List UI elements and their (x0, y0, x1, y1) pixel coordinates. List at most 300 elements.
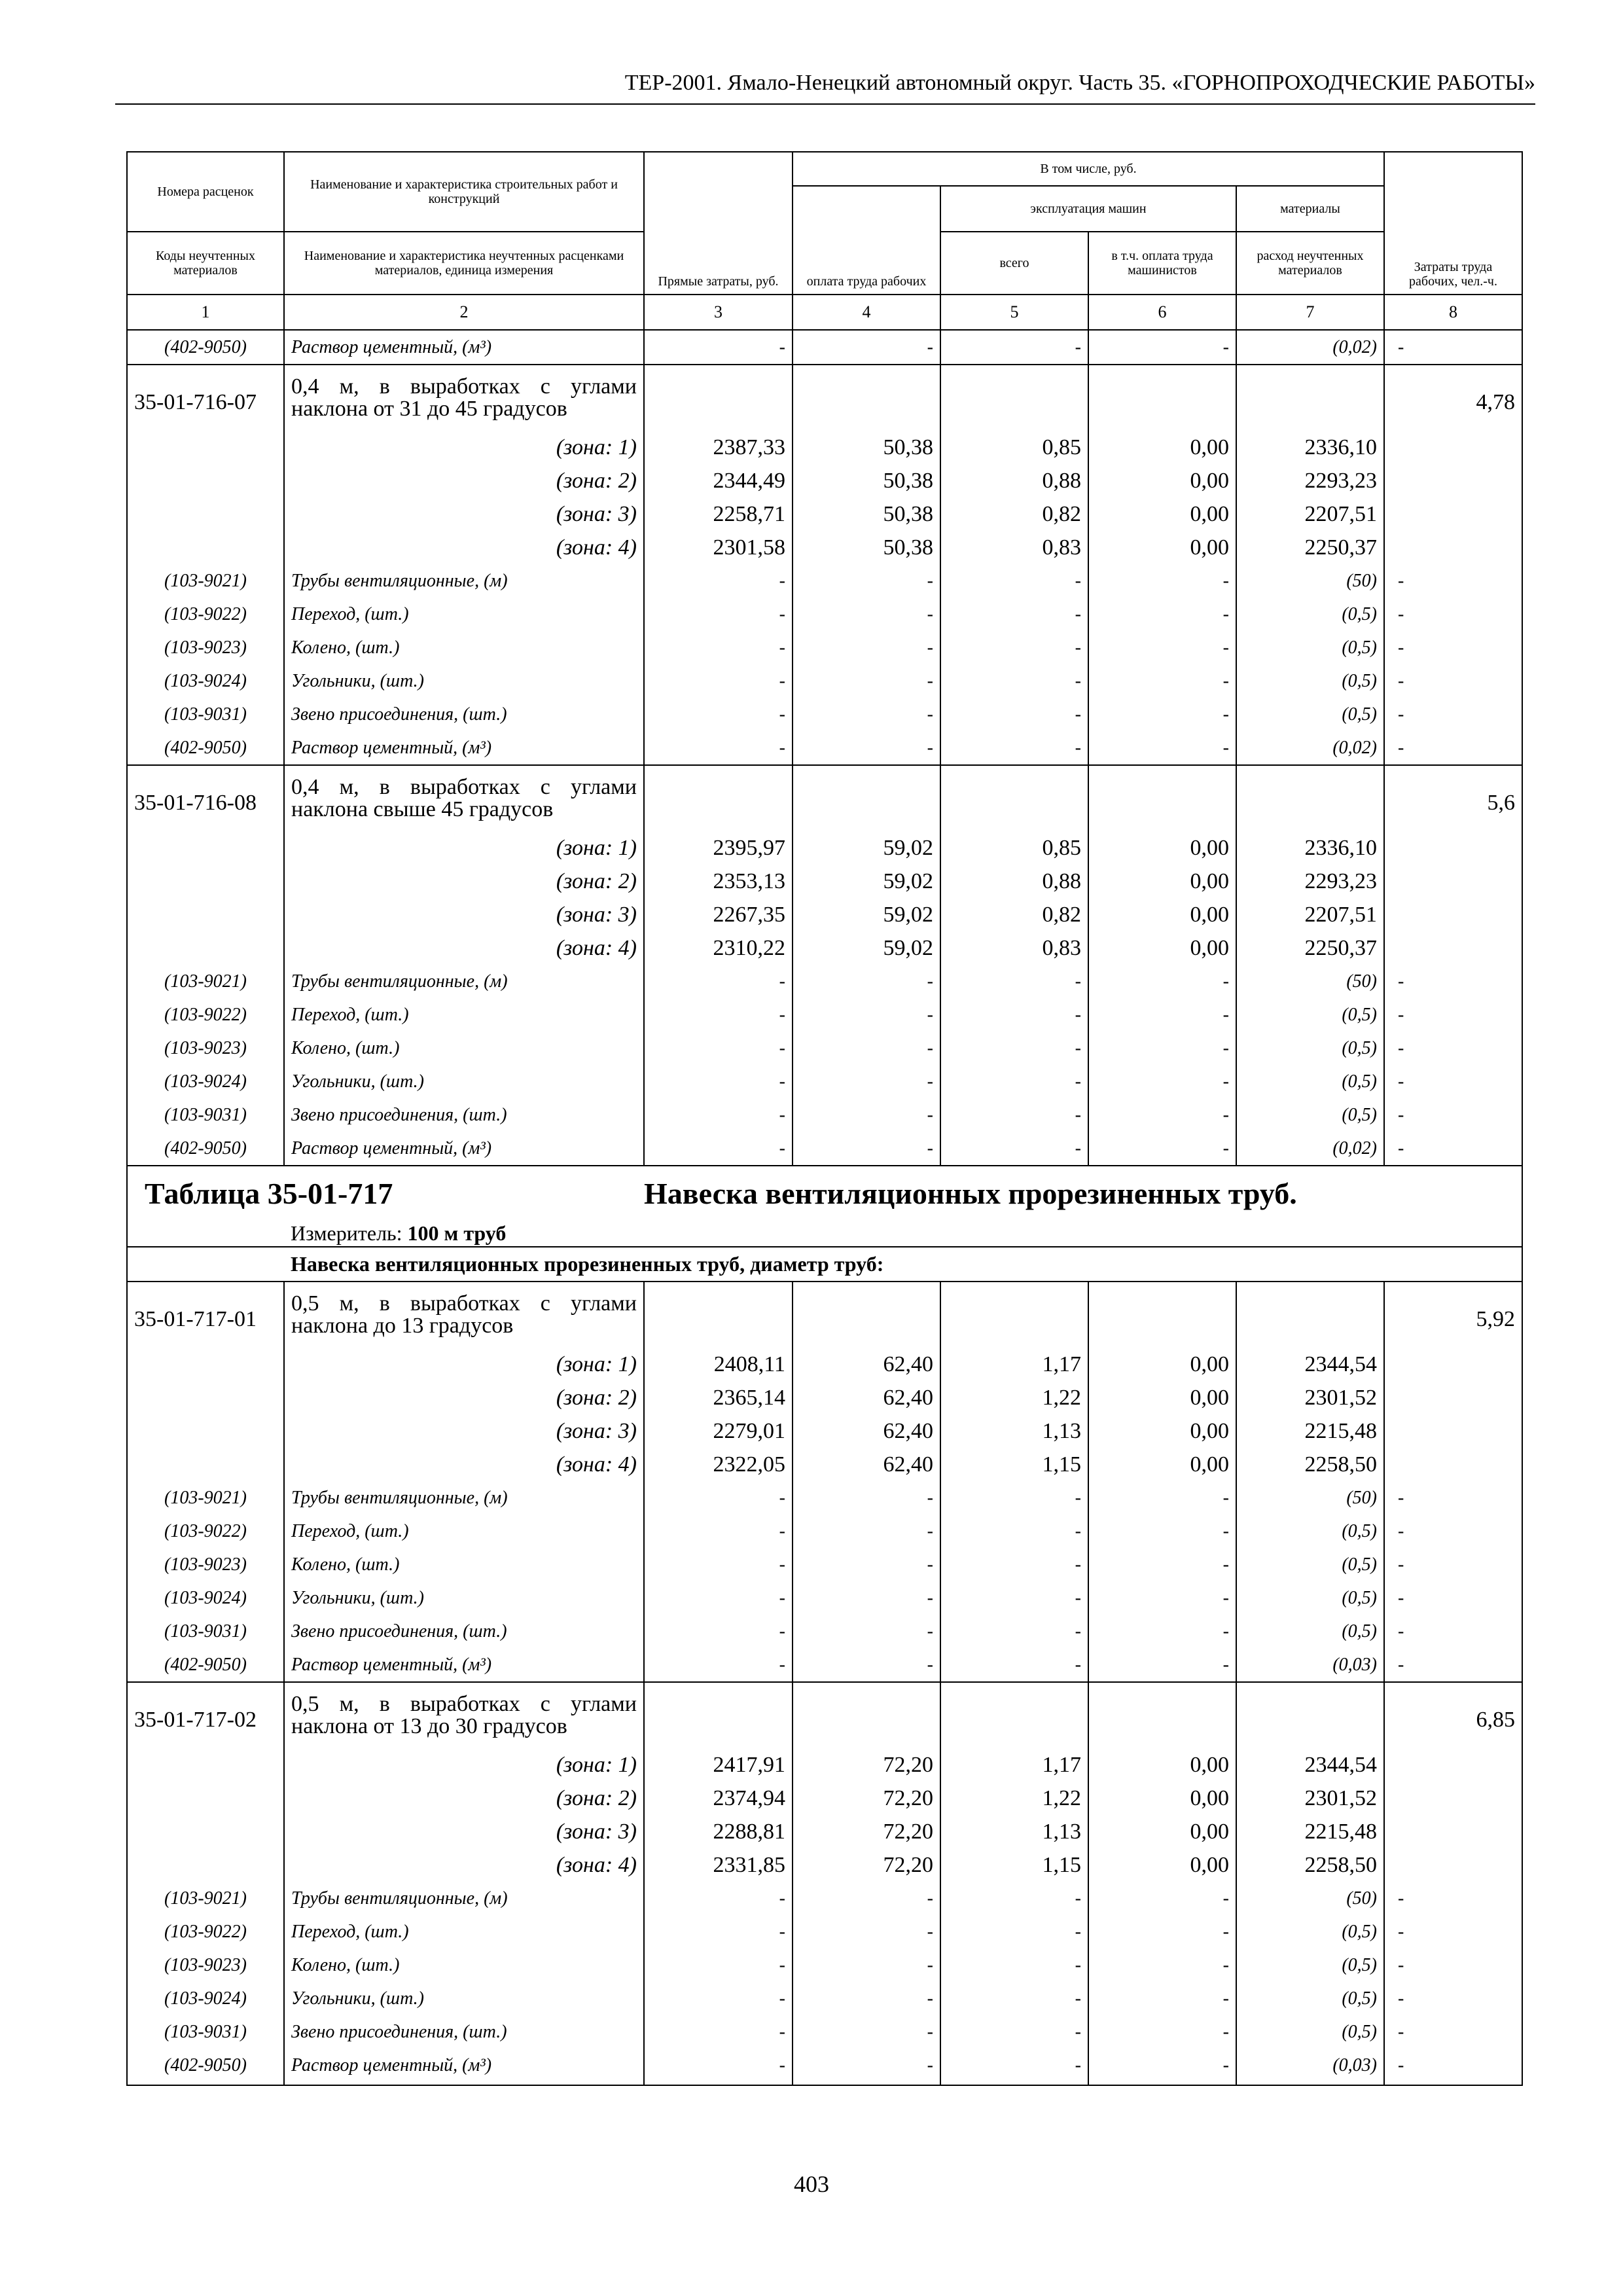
zone-row (127, 898, 1522, 931)
labor-cell: - (1384, 1031, 1522, 1065)
labor-cell: - (1384, 330, 1522, 365)
operator-pay: 0,00 (1088, 831, 1236, 865)
rate-title: 0,4 м, в выработках с углами наклона свыше 45 градусов (284, 765, 644, 831)
labor-cell: - (1384, 664, 1522, 698)
labor-cost: 4,78 (1384, 365, 1522, 431)
material-row (127, 598, 1522, 631)
th-direct-costs: Прямые затраты, руб. (644, 152, 793, 295)
material-qty: (0,5) (1236, 998, 1384, 1031)
machine-total: 0,82 (940, 898, 1088, 931)
machine-total: 1,13 (940, 1815, 1088, 1848)
zone-row (127, 1815, 1522, 1848)
material-name: Звено присоединения, (шт.) (284, 1615, 644, 1648)
direct-cost-cell: - (644, 330, 793, 365)
labor-cell: - (1384, 1982, 1522, 2015)
material-code: (103-9022) (127, 598, 284, 631)
machine-cell: - (940, 1132, 1088, 1166)
operator-pay: 0,00 (1088, 1815, 1236, 1848)
labor-cell: - (1384, 731, 1522, 765)
material-row (127, 664, 1522, 698)
col-number: 4 (793, 295, 940, 330)
worker-pay-cell: - (793, 1948, 940, 1982)
zone-row (127, 1381, 1522, 1414)
direct-cost-cell: - (644, 1948, 793, 1982)
material-qty: (0,02) (1236, 731, 1384, 765)
machine-cell: - (940, 998, 1088, 1031)
labor-cell: - (1384, 1915, 1522, 1948)
table-name: Навеска вентиляционных прорезиненных труб. (644, 1176, 1297, 1210)
worker-pay-cell: - (793, 1982, 940, 2015)
material-name: Угольники, (шт.) (284, 1982, 644, 2015)
zone-row (127, 1448, 1522, 1481)
zone-label: (зона: 3) (284, 1815, 644, 1848)
worker-pay-cell: - (793, 2049, 940, 2082)
zone-label: (зона: 1) (284, 431, 644, 464)
th-total: всего (940, 232, 1088, 295)
worker-pay: 50,38 (793, 431, 940, 464)
operator-cell: - (1088, 2049, 1236, 2082)
zone-label: (зона: 4) (284, 931, 644, 965)
measure-row (127, 1220, 1522, 1247)
worker-pay-cell: - (793, 998, 940, 1031)
material-code: (402-9050) (127, 2049, 284, 2082)
material-code: (103-9023) (127, 631, 284, 664)
material-qty: (0,5) (1236, 1615, 1384, 1648)
material-qty: (0,02) (1236, 330, 1384, 365)
zone-label: (зона: 2) (284, 1381, 644, 1414)
worker-pay-cell: - (793, 1882, 940, 1915)
worker-pay-cell: - (793, 598, 940, 631)
direct-cost-cell: - (644, 1481, 793, 1515)
direct-cost: 2395,97 (644, 831, 793, 865)
worker-pay-cell: - (793, 1515, 940, 1548)
machine-cell: - (940, 1982, 1088, 2015)
material-row (127, 564, 1522, 598)
machine-cell: - (940, 631, 1088, 664)
direct-cost: 2408,11 (644, 1348, 793, 1381)
operator-pay: 0,00 (1088, 1381, 1236, 1414)
direct-cost-cell: - (644, 1648, 793, 1682)
direct-cost-cell: - (644, 664, 793, 698)
material-cost: 2301,52 (1236, 1381, 1384, 1414)
zone-row (127, 865, 1522, 898)
zone-row (127, 1414, 1522, 1448)
operator-pay: 0,00 (1088, 431, 1236, 464)
operator-pay: 0,00 (1088, 531, 1236, 564)
material-code: (103-9021) (127, 1481, 284, 1515)
machine-cell: - (940, 564, 1088, 598)
material-qty: (0,5) (1236, 2015, 1384, 2049)
worker-pay: 72,20 (793, 1748, 940, 1782)
operator-cell: - (1088, 1481, 1236, 1515)
th-unaccounted-codes: Коды неучтенных материалов (127, 232, 284, 295)
worker-pay-cell: - (793, 1615, 940, 1648)
material-name: Переход, (шт.) (284, 598, 644, 631)
rate-title-row (127, 765, 1522, 831)
machine-cell: - (940, 1615, 1088, 1648)
material-row (127, 998, 1522, 1031)
material-cost: 2207,51 (1236, 497, 1384, 531)
operator-cell: - (1088, 698, 1236, 731)
material-cost: 2215,48 (1236, 1815, 1384, 1848)
col-number: 2 (284, 295, 644, 330)
material-cost: 2293,23 (1236, 464, 1384, 497)
worker-pay: 72,20 (793, 1782, 940, 1815)
direct-cost: 2353,13 (644, 865, 793, 898)
operator-cell: - (1088, 731, 1236, 765)
material-row (127, 1581, 1522, 1615)
direct-cost: 2322,05 (644, 1448, 793, 1481)
machine-cell: - (940, 664, 1088, 698)
machine-total: 0,83 (940, 531, 1088, 564)
machine-total: 0,83 (940, 931, 1088, 965)
material-cost: 2301,52 (1236, 1782, 1384, 1815)
material-row (127, 1065, 1522, 1098)
material-row (127, 2049, 1522, 2082)
material-qty: (50) (1236, 1481, 1384, 1515)
material-name: Угольники, (шт.) (284, 1581, 644, 1615)
zone-row (127, 1348, 1522, 1381)
material-cost: 2344,54 (1236, 1348, 1384, 1381)
worker-pay: 62,40 (793, 1348, 940, 1381)
rates-table (126, 151, 1523, 2086)
rate-title: 0,4 м, в выработках с углами наклона от 31 до 45 градусов (284, 365, 644, 431)
operator-pay: 0,00 (1088, 1782, 1236, 1815)
material-code: (103-9024) (127, 1581, 284, 1615)
labor-cost: 5,92 (1384, 1282, 1522, 1348)
machine-total: 0,82 (940, 497, 1088, 531)
direct-cost-cell: - (644, 2015, 793, 2049)
worker-pay: 62,40 (793, 1414, 940, 1448)
material-qty: (0,5) (1236, 698, 1384, 731)
material-qty: (0,5) (1236, 631, 1384, 664)
rate-title: 0,5 м, в выработках с углами наклона от 13 до 30 градусов (284, 1682, 644, 1748)
material-name: Переход, (шт.) (284, 998, 644, 1031)
th-rate-numbers: Номера расценок (127, 152, 284, 232)
direct-cost: 2331,85 (644, 1848, 793, 1882)
machine-cell: - (940, 1031, 1088, 1065)
direct-cost: 2417,91 (644, 1748, 793, 1782)
material-row (127, 1648, 1522, 1682)
operator-cell: - (1088, 330, 1236, 365)
labor-cell: - (1384, 2049, 1522, 2082)
zone-label: (зона: 2) (284, 865, 644, 898)
material-code: (402-9050) (127, 330, 284, 365)
direct-cost-cell: - (644, 1065, 793, 1098)
machine-cell: - (940, 1581, 1088, 1615)
direct-cost-cell: - (644, 598, 793, 631)
operator-cell: - (1088, 631, 1236, 664)
material-name: Колено, (шт.) (284, 631, 644, 664)
zone-label: (зона: 4) (284, 1448, 644, 1481)
operator-pay: 0,00 (1088, 1748, 1236, 1782)
machine-cell: - (940, 1648, 1088, 1682)
material-qty: (0,5) (1236, 1065, 1384, 1098)
material-code: (103-9031) (127, 1098, 284, 1132)
direct-cost-cell: - (644, 731, 793, 765)
material-cost: 2215,48 (1236, 1414, 1384, 1448)
material-name: Переход, (шт.) (284, 1515, 644, 1548)
operator-cell: - (1088, 2015, 1236, 2049)
labor-cost: 6,85 (1384, 1682, 1522, 1748)
material-row (127, 698, 1522, 731)
th-worker-pay: оплата труда рабочих (793, 186, 940, 295)
material-qty: (50) (1236, 564, 1384, 598)
material-row (127, 1098, 1522, 1132)
machine-cell: - (940, 1882, 1088, 1915)
machine-total: 1,15 (940, 1448, 1088, 1481)
worker-pay-cell: - (793, 664, 940, 698)
material-qty: (0,5) (1236, 1548, 1384, 1581)
direct-cost-cell: - (644, 1581, 793, 1615)
zone-row (127, 497, 1522, 531)
th-material-consumption: расход неучтенных материалов (1236, 232, 1384, 295)
zone-row (127, 831, 1522, 865)
material-cost: 2344,54 (1236, 1748, 1384, 1782)
subheading: Навеска вентиляционных прорезиненных труб, диаметр труб: (284, 1247, 1522, 1282)
operator-pay: 0,00 (1088, 1448, 1236, 1481)
page-number: 403 (794, 2171, 829, 2197)
material-name: Колено, (шт.) (284, 1031, 644, 1065)
worker-pay-cell: - (793, 1581, 940, 1615)
zone-label: (зона: 2) (284, 1782, 644, 1815)
labor-cell: - (1384, 631, 1522, 664)
material-cost: 2258,50 (1236, 1448, 1384, 1481)
operator-cell: - (1088, 1031, 1236, 1065)
direct-cost-cell: - (644, 564, 793, 598)
worker-pay-cell: - (793, 1031, 940, 1065)
table-label: Таблица 35-01-717 (145, 1176, 393, 1210)
material-code: (103-9023) (127, 1031, 284, 1065)
operator-cell: - (1088, 1982, 1236, 2015)
direct-cost-cell: - (644, 1915, 793, 1948)
material-code: (103-9024) (127, 1065, 284, 1098)
labor-cell: - (1384, 1098, 1522, 1132)
machine-cell: - (940, 1098, 1088, 1132)
rate-code: 35-01-717-02 (127, 1682, 284, 1748)
worker-pay: 50,38 (793, 497, 940, 531)
th-machine-operation: эксплуатация машин (940, 186, 1236, 232)
material-code: (103-9021) (127, 965, 284, 998)
material-name: Трубы вентиляционные, (м) (284, 1481, 644, 1515)
labor-cell: - (1384, 1581, 1522, 1615)
zone-label: (зона: 1) (284, 1748, 644, 1782)
direct-cost: 2288,81 (644, 1815, 793, 1848)
machine-cell: - (940, 2049, 1088, 2082)
material-code: (402-9050) (127, 1132, 284, 1166)
th-unaccounted-names: Наименование и характеристика неучтенных расценками материалов, единица измерения (284, 232, 644, 295)
material-cost: 2293,23 (1236, 865, 1384, 898)
direct-cost-cell: - (644, 965, 793, 998)
direct-cost: 2301,58 (644, 531, 793, 564)
material-code: (103-9022) (127, 998, 284, 1031)
material-code: (103-9023) (127, 1548, 284, 1581)
th-work-name: Наименование и характеристика строительных работ и конструкций (284, 152, 644, 232)
material-name: Раствор цементный, (м³) (284, 1132, 644, 1166)
worker-pay-cell: - (793, 1648, 940, 1682)
labor-cell: - (1384, 2015, 1522, 2049)
material-qty: (0,5) (1236, 1098, 1384, 1132)
labor-cell: - (1384, 1065, 1522, 1098)
direct-cost-cell: - (644, 1982, 793, 2015)
material-code: (103-9031) (127, 1615, 284, 1648)
operator-cell: - (1088, 664, 1236, 698)
material-qty: (50) (1236, 1882, 1384, 1915)
direct-cost: 2374,94 (644, 1782, 793, 1815)
direct-cost: 2365,14 (644, 1381, 793, 1414)
material-row (127, 1882, 1522, 1915)
zone-label: (зона: 1) (284, 1348, 644, 1381)
material-qty: (0,5) (1236, 598, 1384, 631)
worker-pay: 59,02 (793, 931, 940, 965)
zone-label: (зона: 3) (284, 1414, 644, 1448)
machine-total: 0,85 (940, 831, 1088, 865)
material-name: Звено присоединения, (шт.) (284, 698, 644, 731)
worker-pay-cell: - (793, 731, 940, 765)
direct-cost-cell: - (644, 1548, 793, 1581)
material-name: Трубы вентиляционные, (м) (284, 965, 644, 998)
labor-cell: - (1384, 998, 1522, 1031)
material-code: (103-9024) (127, 664, 284, 698)
operator-pay: 0,00 (1088, 1848, 1236, 1882)
zone-label: (зона: 3) (284, 898, 644, 931)
direct-cost: 2387,33 (644, 431, 793, 464)
header-rule (115, 103, 1535, 105)
rate-code: 35-01-716-07 (127, 365, 284, 431)
machine-total: 1,17 (940, 1748, 1088, 1782)
direct-cost-cell: - (644, 1515, 793, 1548)
col-number: 8 (1384, 295, 1522, 330)
material-row (127, 1515, 1522, 1548)
machine-cell: - (940, 330, 1088, 365)
labor-cell: - (1384, 698, 1522, 731)
rate-title-row (127, 365, 1522, 431)
subheading-row (127, 1247, 1522, 1282)
machine-total: 1,15 (940, 1848, 1088, 1882)
direct-cost-cell: - (644, 998, 793, 1031)
machine-cell: - (940, 731, 1088, 765)
zone-row (127, 1748, 1522, 1782)
operator-cell: - (1088, 1915, 1236, 1948)
operator-cell: - (1088, 1581, 1236, 1615)
material-name: Трубы вентиляционные, (м) (284, 564, 644, 598)
operator-pay: 0,00 (1088, 1414, 1236, 1448)
material-name: Раствор цементный, (м³) (284, 731, 644, 765)
direct-cost-cell: - (644, 1031, 793, 1065)
material-code: (103-9022) (127, 1515, 284, 1548)
material-name: Угольники, (шт.) (284, 664, 644, 698)
material-name: Угольники, (шт.) (284, 1065, 644, 1098)
machine-total: 0,85 (940, 431, 1088, 464)
material-qty: (0,5) (1236, 1982, 1384, 2015)
operator-pay: 0,00 (1088, 497, 1236, 531)
rate-code: 35-01-717-01 (127, 1282, 284, 1348)
material-qty: (0,02) (1236, 1132, 1384, 1166)
labor-cell: - (1384, 965, 1522, 998)
labor-cell: - (1384, 564, 1522, 598)
running-header: ТЕР-2001. Ямало-Ненецкий автономный округ. Часть 35. «ГОРНОПРОХОДЧЕСКИЕ РАБОТЫ» (624, 71, 1535, 95)
material-qty: (0,5) (1236, 1515, 1384, 1548)
material-qty: (50) (1236, 965, 1384, 998)
rate-code: 35-01-716-08 (127, 765, 284, 831)
worker-pay-cell: - (793, 1548, 940, 1581)
rate-title-row (127, 1682, 1522, 1748)
rate-blocks-717 (127, 1282, 1522, 2082)
material-row (127, 1948, 1522, 1982)
operator-cell: - (1088, 1515, 1236, 1548)
labor-cell: - (1384, 1515, 1522, 1548)
material-code: (103-9023) (127, 1948, 284, 1982)
material-name: Раствор цементный, (м³) (284, 330, 644, 365)
direct-cost-cell: - (644, 1132, 793, 1166)
direct-cost-cell: - (644, 1098, 793, 1132)
zone-row (127, 1848, 1522, 1882)
operator-cell: - (1088, 564, 1236, 598)
material-qty: (0,5) (1236, 1581, 1384, 1615)
material-row (127, 2015, 1522, 2049)
machine-cell: - (940, 1548, 1088, 1581)
direct-cost-cell: - (644, 698, 793, 731)
direct-cost-cell: - (644, 631, 793, 664)
material-code: (402-9050) (127, 731, 284, 765)
zone-label: (зона: 4) (284, 531, 644, 564)
material-code: (103-9021) (127, 564, 284, 598)
material-row (127, 1982, 1522, 2015)
machine-total: 1,13 (940, 1414, 1088, 1448)
material-row (127, 1132, 1522, 1166)
operator-cell: - (1088, 1065, 1236, 1098)
operator-cell: - (1088, 998, 1236, 1031)
material-qty: (0,03) (1236, 2049, 1384, 2082)
machine-cell: - (940, 1948, 1088, 1982)
material-cost: 2336,10 (1236, 431, 1384, 464)
material-cost: 2250,37 (1236, 531, 1384, 564)
labor-cell: - (1384, 1648, 1522, 1682)
material-qty: (0,5) (1236, 1031, 1384, 1065)
worker-pay-cell: - (793, 1915, 940, 1948)
col-number: 3 (644, 295, 793, 330)
worker-pay-cell: - (793, 1481, 940, 1515)
direct-cost: 2258,71 (644, 497, 793, 531)
worker-pay-cell: - (793, 564, 940, 598)
material-code: (103-9031) (127, 698, 284, 731)
labor-cell: - (1384, 1481, 1522, 1515)
material-row (127, 731, 1522, 765)
machine-cell: - (940, 965, 1088, 998)
labor-cell: - (1384, 1882, 1522, 1915)
zone-label: (зона: 3) (284, 497, 644, 531)
material-cost: 2336,10 (1236, 831, 1384, 865)
material-qty: (0,5) (1236, 1915, 1384, 1948)
worker-pay: 50,38 (793, 531, 940, 564)
worker-pay-cell: - (793, 965, 940, 998)
zone-row (127, 464, 1522, 497)
material-code: (402-9050) (127, 1648, 284, 1682)
direct-cost-cell: - (644, 1615, 793, 1648)
zone-label: (зона: 4) (284, 1848, 644, 1882)
material-row (127, 1031, 1522, 1065)
material-name: Переход, (шт.) (284, 1915, 644, 1948)
zone-label: (зона: 2) (284, 464, 644, 497)
worker-pay-cell: - (793, 698, 940, 731)
rate-title-row (127, 1282, 1522, 1348)
operator-cell: - (1088, 1548, 1236, 1581)
col-number: 5 (940, 295, 1088, 330)
worker-pay-cell: - (793, 2015, 940, 2049)
worker-pay-cell: - (793, 1098, 940, 1132)
worker-pay-cell: - (793, 330, 940, 365)
material-qty: (0,5) (1236, 1948, 1384, 1982)
